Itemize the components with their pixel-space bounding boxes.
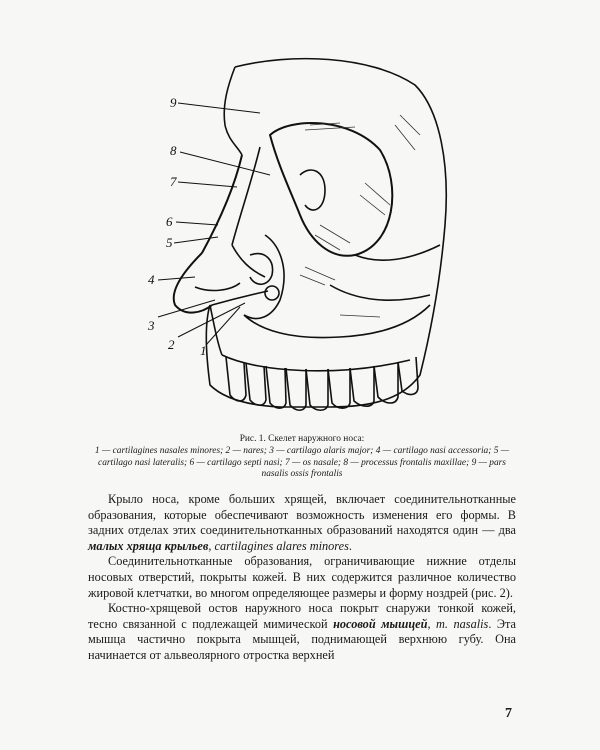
figure-label-5: 5	[166, 235, 173, 250]
paragraph-1-end: .	[348, 538, 352, 553]
figure-label-9: 9	[170, 95, 177, 110]
paragraph-3-latin-term: m. nasalis	[436, 616, 489, 631]
caption-legend: 1 — cartilagines nasales minores; 2 — nares; 3 — cartilago alaris major; 4 — cartilago nasi accessoria; 5 — cartilago nasi lateralis; 6 — cartilago septi nasi; 7 — os nasale; 8 — processus frontalis maxillae; 9 — pars nasalis ossis frontalis	[94, 445, 510, 480]
paragraph-3	[88, 601, 516, 663]
page-number: 7	[505, 706, 512, 721]
figure-caption	[88, 434, 516, 481]
figure-label-3: 3	[148, 318, 155, 333]
paragraph-3-text-after: . Эта мышца частично покрыта мышцей, поднимающей верхнюю губу. Она начинается от альвеолярного отростка верхней	[88, 616, 516, 662]
paragraph-3-text: Костно-хрящевой остов наружного носа покрыт снаружи тонкой кожей, тесно связанной с подлежащей мимической	[88, 601, 516, 631]
main-text	[88, 492, 516, 664]
skull-illustration	[140, 55, 460, 430]
paragraph-3-term: носовой мышцей	[333, 616, 428, 631]
paragraph-2: Соединительнотканные образования, ограничивающие нижние отделы носовых отверстий, покрыты кожей. В них содержится различное количество жировой клетчатки, во многом определяющее размеры и форму ноздрей (рис. 2).	[88, 554, 516, 600]
skull-nose-figure	[140, 55, 460, 430]
figure-label-7: 7	[170, 174, 177, 189]
figure-label-2: 2	[168, 337, 175, 352]
caption-title: Рис. 1. Скелет наружного носа:	[239, 434, 365, 444]
figure-label-4: 4	[148, 272, 155, 287]
paragraph-1-text: Крыло носа, кроме больших хрящей, включает соединительнотканные образования, которые обеспечивают возможность изменения его формы. В задних отделах этих соединительнотканных образований находятся один — два	[88, 492, 516, 538]
figure-label-8: 8	[170, 143, 177, 158]
figure-label-6: 6	[166, 214, 173, 229]
paragraph-1	[88, 492, 516, 554]
paragraph-3-comma: ,	[427, 616, 437, 631]
figure-label-1: 1	[200, 343, 207, 358]
paragraph-1-term: малых хряща крыльев	[88, 538, 209, 553]
paragraph-1-latin-term: cartilagines alares minores	[214, 538, 349, 553]
paragraph-1-comma: ,	[208, 538, 215, 553]
